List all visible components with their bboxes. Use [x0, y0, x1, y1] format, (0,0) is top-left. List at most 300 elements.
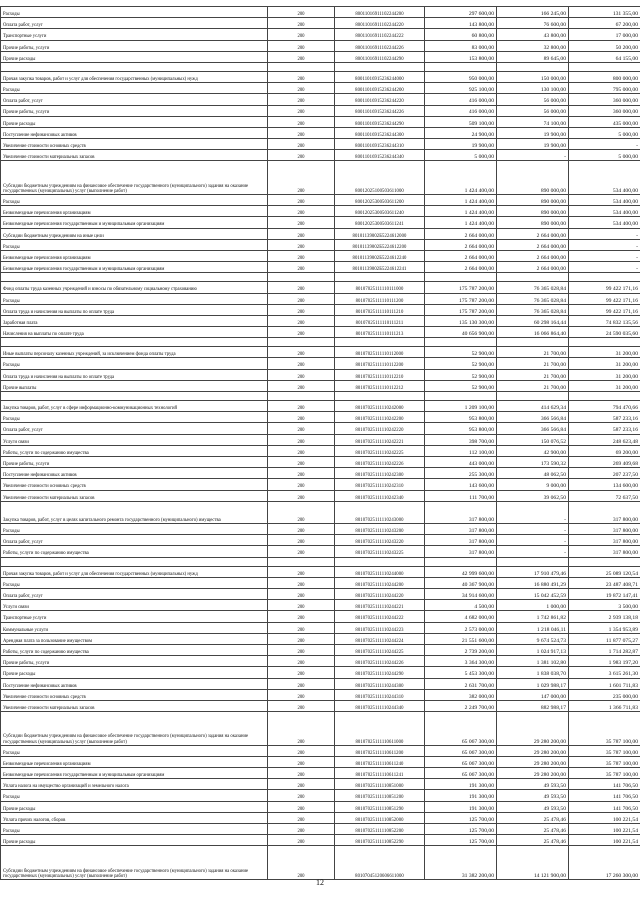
row-name-cell: Увеличение стоимости основных средств: [1, 479, 268, 490]
table-row: [1, 83, 640, 94]
table-row: [1, 401, 640, 412]
row-code-cell: 200: [268, 779, 335, 790]
table-row: [1, 656, 640, 667]
row-code-cell: 200: [268, 479, 335, 490]
table-row: [1, 479, 640, 490]
row-code-cell: 200: [268, 304, 335, 315]
row-classification-code-cell: 80011016915236244290: [335, 116, 425, 127]
row-code-cell: 200: [268, 293, 335, 304]
row-code-cell: 200: [268, 7, 335, 18]
row-name-cell: Заработная плата: [1, 315, 268, 326]
table-row: [1, 206, 640, 217]
approved-amount-cell: 317 800,00: [425, 546, 497, 557]
row-classification-code-cell: 80107025111110852290: [335, 835, 425, 846]
approved-amount-cell: 509 100,00: [425, 116, 497, 127]
remaining-amount-cell: 67 200,00: [569, 18, 640, 29]
approved-amount-cell: 40 367 900,00: [425, 577, 497, 588]
approved-amount-cell: 52 900,00: [425, 380, 497, 391]
remaining-amount-cell: 534 400,00: [569, 195, 640, 206]
row-name-cell: Прочие расходы: [1, 116, 268, 127]
remaining-amount-cell: 360 000,00: [569, 105, 640, 116]
table-row: [1, 566, 640, 577]
table-row: [1, 434, 640, 445]
approved-amount-cell: 382 000,00: [425, 689, 497, 700]
row-name-cell: Расходы: [1, 7, 268, 18]
row-name-cell: Работы, услуги по содержанию имущества: [1, 445, 268, 456]
approved-amount-cell: 953 800,00: [425, 423, 497, 434]
executed-amount-cell: 130 100,00: [497, 83, 569, 94]
remaining-amount-cell: 11 877 075,27: [569, 633, 640, 644]
row-name-cell: Уплата налога на имущество организаций и земельного налога: [1, 779, 268, 790]
approved-amount-cell: 317 800,00: [425, 501, 497, 523]
table-row: [1, 40, 640, 51]
approved-amount-cell: 416 000,00: [425, 94, 497, 105]
remaining-amount-cell: 534 400,00: [569, 161, 640, 195]
row-classification-code-cell: 80011016915236244226: [335, 105, 425, 116]
approved-amount-cell: 2 664 000,00: [425, 239, 497, 250]
executed-amount-cell: 32 800,00: [497, 40, 569, 51]
executed-amount-cell: 21 700,00: [497, 347, 569, 358]
row-name-cell: Расходы: [1, 195, 268, 206]
remaining-amount-cell: 100 221,54: [569, 812, 640, 823]
approved-amount-cell: 125 700,00: [425, 812, 497, 823]
remaining-amount-cell: 2 939 138,18: [569, 611, 640, 622]
remaining-amount-cell: 317 800,00: [569, 546, 640, 557]
row-name-cell: Увеличение стоимости материальных запасов: [1, 150, 268, 161]
table-row: [1, 611, 640, 622]
executed-amount-cell: 49 593,50: [497, 790, 569, 801]
remaining-amount-cell: 31 200,00: [569, 358, 640, 369]
executed-amount-cell: 366 566,84: [497, 423, 569, 434]
executed-amount-cell: 56 000,00: [497, 94, 569, 105]
table-row: [1, 250, 640, 261]
table-row: [1, 689, 640, 700]
row-code-cell: 200: [268, 195, 335, 206]
table-row: [1, 546, 640, 557]
row-code-cell: 200: [268, 239, 335, 250]
row-classification-code-cell: 80101139002Б5224612200: [335, 239, 425, 250]
table-row: [1, 262, 640, 273]
row-code-cell: 200: [268, 667, 335, 678]
remaining-amount-cell: 72 637,50: [569, 490, 640, 501]
row-name-cell: Прочие выплаты: [1, 380, 268, 391]
executed-amount-cell: 166 245,00: [497, 7, 569, 18]
table-row: [1, 812, 640, 823]
executed-amount-cell: 60 298 164,44: [497, 315, 569, 326]
spacer-cell: [335, 338, 425, 347]
row-classification-code-cell: 80011016915236244000: [335, 71, 425, 82]
row-classification-code-cell: 80107025111110111000: [335, 282, 425, 293]
row-name-cell: Поступление нефинансовых активов: [1, 468, 268, 479]
spacer-cell: [425, 392, 497, 401]
row-classification-code-cell: 80011016911102244290: [335, 51, 425, 62]
row-classification-code-cell: 80107025111110242200: [335, 412, 425, 423]
remaining-amount-cell: 795 000,00: [569, 83, 640, 94]
approved-amount-cell: 175 787 200,00: [425, 293, 497, 304]
remaining-amount-cell: 248 623,48: [569, 434, 640, 445]
row-name-cell: Прочие расходы: [1, 801, 268, 812]
remaining-amount-cell: 99 422 171,16: [569, 304, 640, 315]
row-name-cell: Субсидии бюджетным учреждениям на финансовое обеспечение государственного (муниципального) задания на оказание государственных (муниципальных) услуг (выполнение работ): [1, 846, 268, 880]
row-name-cell: Увеличение стоимости основных средств: [1, 139, 268, 150]
row-code-cell: 200: [268, 546, 335, 557]
row-classification-code-cell: 80107025111110111213: [335, 327, 425, 338]
row-classification-code-cell: 80107025111110112200: [335, 358, 425, 369]
row-name-cell: Оплата работ, услуг: [1, 535, 268, 546]
row-name-cell: Закупка товаров, работ, услуг в целях капитального ремонта государственного (муниципального) имущества: [1, 501, 268, 523]
row-code-cell: 200: [268, 712, 335, 746]
row-name-cell: Арендная плата за пользование имуществом: [1, 633, 268, 644]
row-name-cell: Расходы: [1, 358, 268, 369]
remaining-amount-cell: 35 787 100,00: [569, 756, 640, 767]
executed-amount-cell: 17 910 479,46: [497, 566, 569, 577]
remaining-amount-cell: 24 590 035,60: [569, 327, 640, 338]
executed-amount-cell: 1 838 038,70: [497, 667, 569, 678]
row-classification-code-cell: 80107025111110244200: [335, 577, 425, 588]
approved-amount-cell: 112 100,00: [425, 445, 497, 456]
table-row: [1, 501, 640, 523]
table-row: [1, 347, 640, 358]
table-row: [1, 217, 640, 228]
remaining-amount-cell: 1 354 953,89: [569, 622, 640, 633]
spacer-cell: [335, 392, 425, 401]
row-code-cell: 200: [268, 566, 335, 577]
page-number: 12: [316, 878, 324, 887]
remaining-amount-cell: 17 000,00: [569, 29, 640, 40]
row-code-cell: 200: [268, 206, 335, 217]
executed-amount-cell: 56 000,00: [497, 105, 569, 116]
remaining-amount-cell: 1 601 711,83: [569, 678, 640, 689]
spacer-cell: [569, 273, 640, 282]
row-code-cell: 200: [268, 644, 335, 655]
table-row: [1, 327, 640, 338]
row-classification-code-cell: 80107025111110112000: [335, 347, 425, 358]
executed-amount-cell: 147 000,00: [497, 689, 569, 700]
remaining-amount-cell: 317 800,00: [569, 535, 640, 546]
row-classification-code-cell: 80011016911102244200: [335, 7, 425, 18]
row-name-cell: Расходы: [1, 790, 268, 801]
row-name-cell: Оплата работ, услуг: [1, 18, 268, 29]
remaining-amount-cell: 19 872 147,41: [569, 589, 640, 600]
row-classification-code-cell: 80107025111110852000: [335, 812, 425, 823]
spacer-cell: [268, 557, 335, 566]
row-classification-code-cell: 80107025111110243225: [335, 546, 425, 557]
remaining-amount-cell: 534 400,00: [569, 217, 640, 228]
row-code-cell: 200: [268, 412, 335, 423]
approved-amount-cell: 2 249 700,00: [425, 700, 497, 711]
remaining-amount-cell: 31 200,00: [569, 347, 640, 358]
spacer-cell: [497, 392, 569, 401]
row-code-cell: 200: [268, 768, 335, 779]
row-name-cell: Транспортные услуги: [1, 611, 268, 622]
row-classification-code-cell: 80107025111110242220: [335, 423, 425, 434]
row-name-cell: Субсидии бюджетным учреждениям на иные цели: [1, 228, 268, 239]
remaining-amount-cell: 35 787 100,00: [569, 712, 640, 746]
table-row: [1, 18, 640, 29]
row-code-cell: 200: [268, 327, 335, 338]
remaining-amount-cell: 1 714 282,87: [569, 644, 640, 655]
row-code-cell: 200: [268, 315, 335, 326]
remaining-amount-cell: 235 000,00: [569, 689, 640, 700]
spacer-cell: [425, 338, 497, 347]
spacer-cell: [1, 557, 268, 566]
executed-amount-cell: 1 742 861,82: [497, 611, 569, 622]
table-row: [1, 768, 640, 779]
table-row: [1, 678, 640, 689]
row-name-cell: Прочие расходы: [1, 51, 268, 62]
approved-amount-cell: 135 130 300,00: [425, 315, 497, 326]
row-code-cell: 200: [268, 611, 335, 622]
table-row: [1, 577, 640, 588]
executed-amount-cell: 76 365 028,84: [497, 282, 569, 293]
approved-amount-cell: 1 424 400,00: [425, 217, 497, 228]
executed-amount-cell: 2 664 000,00: [497, 262, 569, 273]
row-code-cell: 200: [268, 380, 335, 391]
approved-amount-cell: 2 664 000,00: [425, 262, 497, 273]
table-row: [1, 745, 640, 756]
remaining-amount-cell: 5 000,00: [569, 150, 640, 161]
row-classification-code-cell: 80011016915236244340: [335, 150, 425, 161]
executed-amount-cell: 1 218 046,11: [497, 622, 569, 633]
row-code-cell: 200: [268, 434, 335, 445]
remaining-amount-cell: 534 400,00: [569, 206, 640, 217]
approved-amount-cell: 416 000,00: [425, 105, 497, 116]
approved-amount-cell: 40 656 900,00: [425, 327, 497, 338]
spacer-cell: [425, 273, 497, 282]
approved-amount-cell: 2 664 000,00: [425, 250, 497, 261]
row-code-cell: 200: [268, 656, 335, 667]
approved-amount-cell: 31 382 200,00: [425, 846, 497, 880]
spacer-cell: [268, 62, 335, 71]
row-classification-code-cell: 80012025300503611240: [335, 206, 425, 217]
row-classification-code-cell: 80107025111110244000: [335, 566, 425, 577]
row-name-cell: Безвозмездные перечисления организациям: [1, 756, 268, 767]
remaining-amount-cell: 23 487 408,71: [569, 577, 640, 588]
row-name-cell: Безвозмездные перечисления организациям: [1, 250, 268, 261]
row-name-cell: Расходы: [1, 83, 268, 94]
executed-amount-cell: 43 800,00: [497, 29, 569, 40]
row-name-cell: Безвозмездные перечисления организациям: [1, 206, 268, 217]
row-classification-code-cell: 80107025111110851200: [335, 790, 425, 801]
row-code-cell: 200: [268, 358, 335, 369]
executed-amount-cell: 49 593,50: [497, 801, 569, 812]
approved-amount-cell: 2 631 700,00: [425, 678, 497, 689]
approved-amount-cell: 398 700,00: [425, 434, 497, 445]
spacer-cell: [497, 62, 569, 71]
approved-amount-cell: 19 900,00: [425, 139, 497, 150]
table-row: [1, 116, 640, 127]
row-classification-code-cell: 80107025111110611200: [335, 745, 425, 756]
row-name-cell: Расходы: [1, 239, 268, 250]
executed-amount-cell: 9 000,00: [497, 479, 569, 490]
row-code-cell: 200: [268, 83, 335, 94]
approved-amount-cell: 5 000,00: [425, 150, 497, 161]
executed-amount-cell: 414 629,34: [497, 401, 569, 412]
executed-amount-cell: 25 478,46: [497, 824, 569, 835]
row-code-cell: 200: [268, 127, 335, 138]
remaining-amount-cell: 35 787 100,00: [569, 768, 640, 779]
executed-amount-cell: 1 381 102,80: [497, 656, 569, 667]
executed-amount-cell: 2 664 000,00: [497, 228, 569, 239]
row-code-cell: 200: [268, 51, 335, 62]
row-code-cell: 200: [268, 423, 335, 434]
table-row: [1, 589, 640, 600]
row-code-cell: 200: [268, 94, 335, 105]
executed-amount-cell: 19 900,00: [497, 127, 569, 138]
approved-amount-cell: 1 424 400,00: [425, 206, 497, 217]
row-classification-code-cell: 80107025111110244226: [335, 656, 425, 667]
table-row: [1, 195, 640, 206]
spacer-cell: [569, 338, 640, 347]
row-code-cell: 200: [268, 633, 335, 644]
executed-amount-cell: 366 566,84: [497, 412, 569, 423]
row-name-cell: Услуги связи: [1, 434, 268, 445]
section-spacer: [1, 338, 640, 347]
executed-amount-cell: 89 645,00: [497, 51, 569, 62]
row-name-cell: Прочая закупка товаров, работ и услуг для обеспечения государственных (муниципальных) нужд: [1, 566, 268, 577]
row-code-cell: 200: [268, 468, 335, 479]
table-row: [1, 423, 640, 434]
spacer-cell: [569, 62, 640, 71]
remaining-amount-cell: 100 221,54: [569, 824, 640, 835]
executed-amount-cell: 21 700,00: [497, 380, 569, 391]
executed-amount-cell: 173 590,32: [497, 456, 569, 467]
approved-amount-cell: 111 700,00: [425, 490, 497, 501]
executed-amount-cell: 49 593,50: [497, 779, 569, 790]
row-classification-code-cell: 80011016915236244220: [335, 94, 425, 105]
executed-amount-cell: 16 880 491,29: [497, 577, 569, 588]
row-code-cell: 200: [268, 622, 335, 633]
row-classification-code-cell: 80107025111110242221: [335, 434, 425, 445]
row-name-cell: Расходы: [1, 524, 268, 535]
approved-amount-cell: 175 787 200,00: [425, 282, 497, 293]
remaining-amount-cell: 800 000,00: [569, 71, 640, 82]
table-row: [1, 293, 640, 304]
row-name-cell: Безвозмездные перечисления государственным и муниципальным организациям: [1, 768, 268, 779]
approved-amount-cell: 255 300,00: [425, 468, 497, 479]
spacer-cell: [1, 338, 268, 347]
remaining-amount-cell: 99 422 171,16: [569, 293, 640, 304]
executed-amount-cell: 21 700,00: [497, 358, 569, 369]
row-code-cell: 200: [268, 589, 335, 600]
row-name-cell: Прочие работы, услуги: [1, 456, 268, 467]
row-code-cell: 200: [268, 801, 335, 812]
executed-amount-cell: -: [497, 501, 569, 523]
remaining-amount-cell: 1 983 197,20: [569, 656, 640, 667]
spacer-cell: [497, 338, 569, 347]
spacer-cell: [335, 273, 425, 282]
table-row: [1, 239, 640, 250]
approved-amount-cell: 4 500,00: [425, 600, 497, 611]
approved-amount-cell: 52 900,00: [425, 358, 497, 369]
row-code-cell: 200: [268, 812, 335, 823]
row-name-cell: Транспортные услуги: [1, 29, 268, 40]
remaining-amount-cell: -: [569, 228, 640, 239]
row-code-cell: 200: [268, 790, 335, 801]
approved-amount-cell: 3 364 300,00: [425, 656, 497, 667]
budget-execution-table: [0, 6, 640, 880]
executed-amount-cell: 150 000,00: [497, 71, 569, 82]
executed-amount-cell: 15 042 452,59: [497, 589, 569, 600]
row-code-cell: 200: [268, 700, 335, 711]
executed-amount-cell: -: [497, 524, 569, 535]
table-row: [1, 315, 640, 326]
table-row: [1, 94, 640, 105]
executed-amount-cell: 9 674 524,73: [497, 633, 569, 644]
row-name-cell: Увеличение стоимости материальных запасов: [1, 490, 268, 501]
row-code-cell: 200: [268, 689, 335, 700]
row-name-cell: Оплата труда и начисления на выплаты по оплате труда: [1, 304, 268, 315]
row-classification-code-cell: 80107025111110243220: [335, 535, 425, 546]
approved-amount-cell: 125 700,00: [425, 835, 497, 846]
table-row: [1, 29, 640, 40]
approved-amount-cell: 153 800,00: [425, 51, 497, 62]
approved-amount-cell: 60 800,00: [425, 29, 497, 40]
approved-amount-cell: 317 800,00: [425, 524, 497, 535]
approved-amount-cell: 65 067 300,00: [425, 756, 497, 767]
row-name-cell: Расходы: [1, 412, 268, 423]
remaining-amount-cell: 141 706,50: [569, 790, 640, 801]
executed-amount-cell: 1 029 988,17: [497, 678, 569, 689]
remaining-amount-cell: 17 260 300,00: [569, 846, 640, 880]
executed-amount-cell: 2 664 000,00: [497, 250, 569, 261]
row-name-cell: Коммунальные услуги: [1, 622, 268, 633]
row-classification-code-cell: 80012025100503611000: [335, 161, 425, 195]
row-classification-code-cell: 80107025111110611000: [335, 712, 425, 746]
table-row: [1, 358, 640, 369]
executed-amount-cell: 890 000,00: [497, 206, 569, 217]
row-name-cell: Иные выплаты персоналу казенных учреждений, за исключением фонда оплаты труда: [1, 347, 268, 358]
remaining-amount-cell: 31 200,00: [569, 380, 640, 391]
row-code-cell: 200: [268, 18, 335, 29]
row-classification-code-cell: 80107025111110244220: [335, 589, 425, 600]
executed-amount-cell: 890 000,00: [497, 161, 569, 195]
row-code-cell: 200: [268, 756, 335, 767]
row-classification-code-cell: 80107025111110112210: [335, 369, 425, 380]
row-code-cell: 200: [268, 535, 335, 546]
executed-amount-cell: 2 664 000,00: [497, 239, 569, 250]
row-name-cell: Субсидии бюджетным учреждениям на финансовое обеспечение государственного (муниципального) задания на оказание государственных (муниципальных) услуг (выполнение работ): [1, 712, 268, 746]
row-name-cell: Субсидии бюджетным учреждениям на финансовое обеспечение государственного (муниципального) задания на оказание государственных (муниципальных) услуг (выполнение работ): [1, 161, 268, 195]
approved-amount-cell: 191 300,00: [425, 779, 497, 790]
executed-amount-cell: 19 900,00: [497, 139, 569, 150]
table-row: [1, 150, 640, 161]
remaining-amount-cell: 1 366 711,83: [569, 700, 640, 711]
row-name-cell: Прочие расходы: [1, 667, 268, 678]
remaining-amount-cell: 141 706,50: [569, 779, 640, 790]
row-name-cell: Безвозмездные перечисления государственным и муниципальным организациям: [1, 262, 268, 273]
row-code-cell: 200: [268, 456, 335, 467]
table-row: [1, 600, 640, 611]
table-row: [1, 468, 640, 479]
row-classification-code-cell: 80107025111110851290: [335, 801, 425, 812]
table-row: [1, 644, 640, 655]
row-name-cell: Оплата работ, услуг: [1, 589, 268, 600]
row-code-cell: 200: [268, 150, 335, 161]
remaining-amount-cell: 587 233,16: [569, 412, 640, 423]
remaining-amount-cell: -: [569, 262, 640, 273]
row-code-cell: 200: [268, 29, 335, 40]
remaining-amount-cell: 25 089 120,54: [569, 566, 640, 577]
approved-amount-cell: 1 209 100,00: [425, 401, 497, 412]
table-row: [1, 282, 640, 293]
row-classification-code-cell: 80012025300503611200: [335, 195, 425, 206]
remaining-amount-cell: 74 832 135,56: [569, 315, 640, 326]
approved-amount-cell: 4 682 000,00: [425, 611, 497, 622]
executed-amount-cell: 48 062,50: [497, 468, 569, 479]
row-name-cell: Поступление нефинансовых активов: [1, 678, 268, 689]
executed-amount-cell: 76 365 028,84: [497, 304, 569, 315]
